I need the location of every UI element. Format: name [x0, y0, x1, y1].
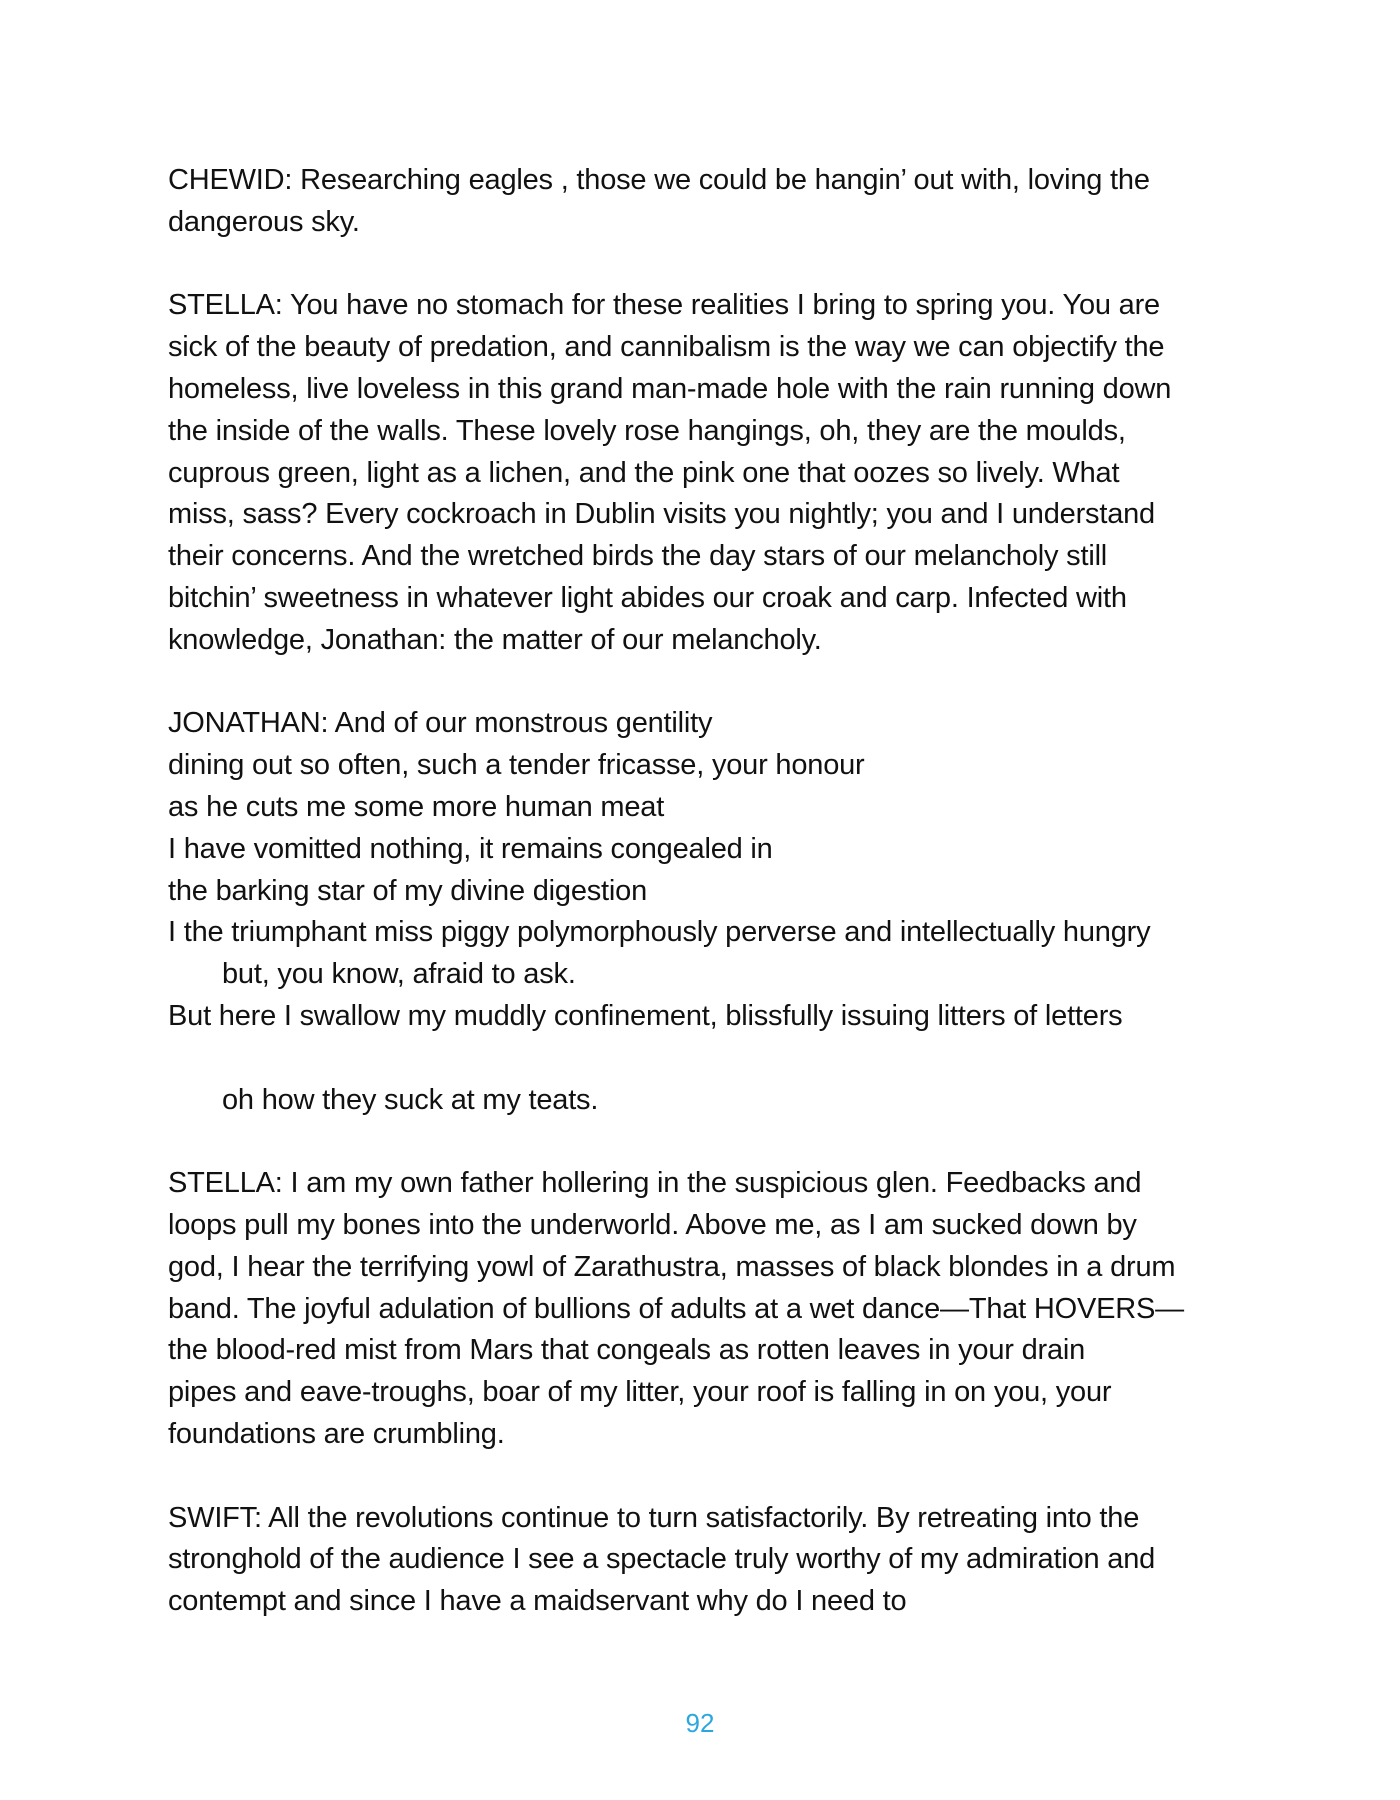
verse-line: as he cuts me some more human meat — [168, 790, 665, 823]
verse-line: JONATHAN: And of our monstrous gentility — [168, 707, 713, 740]
indented-verse-line: oh how they suck at my teats. — [222, 1083, 599, 1116]
verse-line: the barking star of my divine digestion — [168, 874, 648, 907]
text-line: band. The joyful adulation of bullions of adults at a wet dance—That HOVERS— — [168, 1292, 1184, 1325]
paragraph-swift — [168, 1498, 1253, 1623]
text-line: stronghold of the audience I see a spectacle truly worthy of my admiration and — [168, 1543, 1156, 1576]
text-line: sick of the beauty of predation, and cannibalism is the way we can objectify the — [168, 331, 1165, 364]
text-line: the blood-red mist from Mars that congeals as rotten leaves in your drain — [168, 1334, 1086, 1367]
verse-line: I have vomitted nothing, it remains congealed in — [168, 832, 773, 865]
text-line: knowledge, Jonathan: the matter of our melancholy. — [168, 623, 822, 656]
text-line: contempt and since I have a maidservant why do I need to — [168, 1585, 907, 1618]
paragraph-stella-1 — [168, 285, 1253, 661]
indented-verse-line: but, you know, afraid to ask. — [222, 958, 576, 991]
text-line: dangerous sky. — [168, 205, 360, 238]
paragraph-chewid — [168, 160, 1253, 244]
text-line: pipes and eave-troughs, boar of my litter, your roof is falling in on you, your — [168, 1376, 1112, 1409]
text-line: SWIFT: All the revolutions continue to turn satisfactorily. By retreating into the — [168, 1501, 1140, 1534]
text-line: foundations are crumbling. — [168, 1417, 505, 1450]
paragraph-stella-2 — [168, 1163, 1253, 1456]
paragraph-jonathan-coda — [168, 1080, 1253, 1122]
verse-line: dining out so often, such a tender fricasse, your honour — [168, 749, 865, 782]
text-line: STELLA: I am my own father hollering in the suspicious glen. Feedbacks and — [168, 1167, 1142, 1200]
text-line: god, I hear the terrifying yowl of Zarathustra, masses of black blondes in a drum — [168, 1250, 1176, 1283]
text-line: their concerns. And the wretched birds the day stars of our melancholy still — [168, 540, 1108, 573]
text-line: miss, sass? Every cockroach in Dublin visits you nightly; you and I understand — [168, 498, 1155, 531]
page-number: 92 — [685, 1708, 715, 1738]
page-body-text — [168, 160, 1253, 1665]
text-line: CHEWID: Researching eagles , those we could be hangin’ out with, loving the — [168, 164, 1150, 196]
text-line: STELLA: You have no stomach for these realities I bring to spring you. You are — [168, 289, 1160, 322]
text-line: homeless, live loveless in this grand man-made hole with the rain running down — [168, 372, 1172, 405]
verse-line: I the triumphant miss piggy polymorphously perverse and intellectually hungry — [168, 916, 1151, 949]
text-line: cuprous green, light as a lichen, and the pink one that oozes so lively. What — [168, 456, 1120, 489]
paragraph-jonathan — [168, 703, 1253, 1037]
text-line: loops pull my bones into the underworld. Above me, as I am sucked down by — [168, 1208, 1137, 1241]
text-line: the inside of the walls. These lovely rose hangings, oh, they are the moulds, — [168, 414, 1126, 447]
text-line: bitchin’ sweetness in whatever light abides our croak and carp. Infected with — [168, 581, 1127, 614]
verse-line: But here I swallow my muddly confinement, blissfully issuing litters of letters — [168, 999, 1123, 1032]
